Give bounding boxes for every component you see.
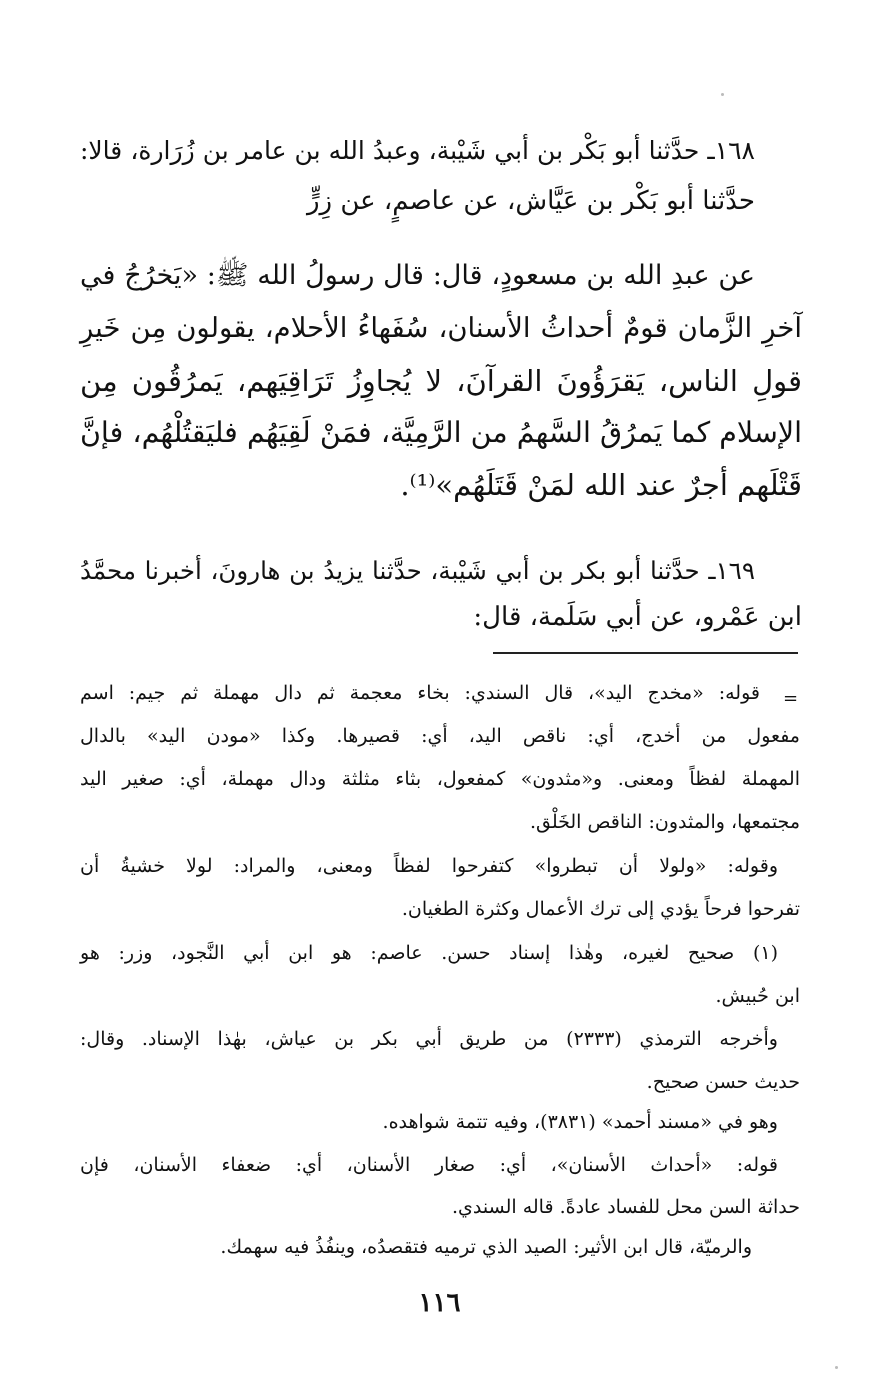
footnote-line: تفرحوا فرحاً يؤدي إلى ترك الأعمال وكثرة الطغيان. — [401, 898, 800, 920]
page-number: ١١٦ — [418, 1288, 461, 1318]
text-line: آخرِ الزَّمان قومٌ أحداثُ الأسنان، سُفَهاءُ الأحلام، يقولون مِن خَيرِ — [80, 312, 802, 344]
text-line: ابن عَمْرو، عن أبي سَلَمة، قال: — [473, 602, 802, 632]
scan-speck — [721, 93, 724, 96]
text-line: عن عبدِ الله بن مسعودٍ، قال: قال رسولُ الله ﷺ: «يَخرُجُ في — [80, 260, 755, 291]
footnote-line: وأخرجه الترمذي (٢٣٣٣) من طريق أبي بكر بن عياش، بهٰذا الإسناد. وقال: — [80, 1028, 778, 1050]
text-line: ١٦٨ـ حدَّثنا أبو بَكْر بن أبي شَيْبة، وعبدُ الله بن عامر بن زُرَارة، قالا: — [80, 136, 755, 165]
footnote-line: حداثة السن محل للفساد عادةً. قاله السندي. — [452, 1196, 800, 1218]
text-line: الإسلام كما يَمرُقُ السَّهمُ من الرَّمِيَّة، فمَنْ لَقِيَهُم فليَقتُلْهُم، فإنَّ — [80, 416, 802, 449]
text-line: حدَّثنا أبو بَكْر بن عَيَّاش، عن عاصمٍ، عن زِرٍّ — [306, 186, 755, 216]
footnote-line: حديث حسن صحيح. — [646, 1071, 800, 1093]
footnote-line: مجتمعها، والمثدون: الناقص الخَلْق. — [529, 811, 800, 833]
footnote-line: قوله: «مخدج اليد»، قال السندي: بخاء معجمة ثم دال مهملة ثم جيم: اسم — [80, 682, 760, 704]
text-line: قولِ الناس، يَقرَؤُونَ القرآنَ، لا يُجاوِزُ تَرَاقِيَهم، يَمرُقُون مِن — [80, 364, 802, 398]
footnote-separator — [493, 652, 798, 654]
footnote-line: قوله: «أحداث الأسنان»، أي: صغار الأسنان، أي: ضعفاء الأسنان، فإن — [80, 1154, 778, 1176]
text-line: ١٦٩ـ حدَّثنا أبو بكر بن أبي شَيْبة، حدَّثنا يزيدُ بن هارونَ، أخبرنا محمَّدُ — [80, 556, 755, 585]
footnote-line: والرميّة، قال ابن الأثير: الصيد الذي ترميه فتقصدُه، وينفُذُ فيه سهمك. — [220, 1236, 752, 1258]
footnote-line: وهو في «مسند أحمد» (٣٨٣١)، وفيه تتمة شواهده. — [382, 1111, 778, 1133]
footnote-line: (١) صحيح لغيره، وهٰذا إسناد حسن. عاصم: هو ابن أبي النَّجود، وزر: هو — [80, 942, 778, 964]
footnote-line: مفعول من أخدج، أي: ناقص اليد، أي: قصيرها. وكذا «مودن اليد» بالدال — [80, 725, 800, 747]
text-line: قَتْلَهم أجرٌ عند الله لمَنْ قَتَلَهُم»⁽¹⁾. — [400, 468, 802, 502]
scan-speck — [835, 1366, 838, 1369]
footnote-line: المهملة لفظاً ومعنى. و«مثدون» كمفعول، بثاء مثلثة ودال مهملة، أي: صغير اليد — [80, 768, 800, 790]
continuation-mark: = — [783, 688, 799, 709]
footnote-line: ابن حُبيش. — [715, 985, 800, 1007]
footnote-line: وقوله: «ولولا أن تبطروا» كتفرحوا لفظاً ومعنى، والمراد: لولا خشيةُ أن — [80, 855, 778, 877]
